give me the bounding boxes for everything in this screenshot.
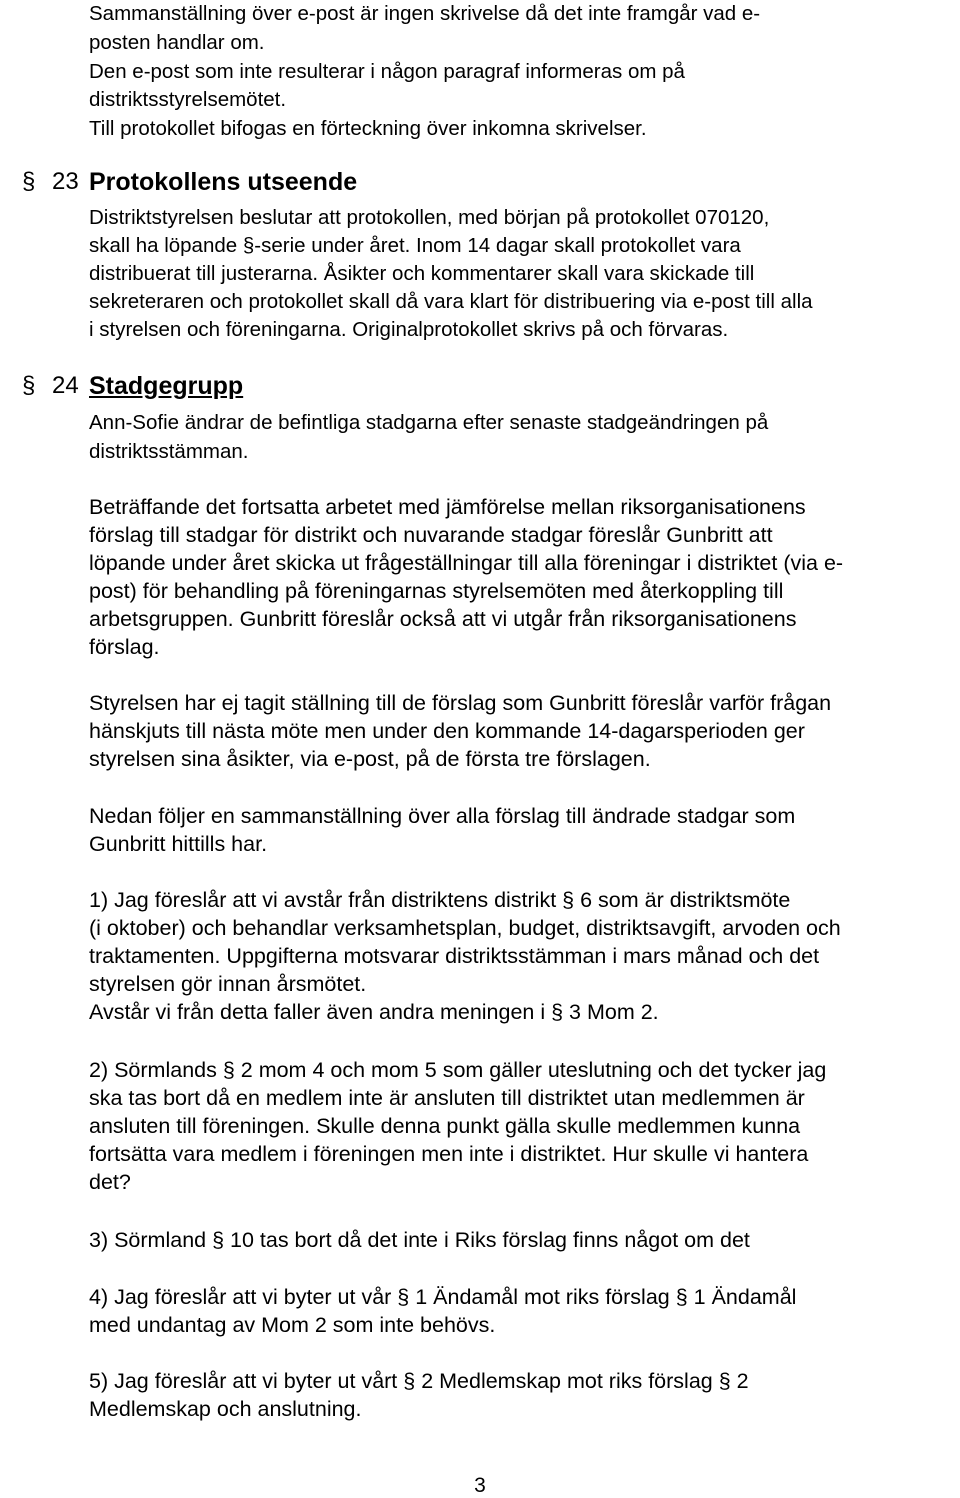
paragraph-line: ska tas bort då en medlem inte är ansluten till distriktet utan medlemmen är <box>89 1086 805 1110</box>
paragraph-line: 1) Jag föreslår att vi avstår från distriktens distrikt § 6 som är distriktsmöte <box>89 888 791 912</box>
paragraph-line: ansluten till föreningen. Skulle denna punkt gälla skulle medlemmen kunna <box>89 1114 801 1138</box>
paragraph-line: förslag. <box>89 635 160 659</box>
paragraph-line: Gunbritt hittills har. <box>89 832 268 856</box>
paragraph-line: Avstår vi från detta faller även andra meningen i § 3 Mom 2. <box>89 1000 659 1024</box>
paragraph-line: traktamenten. Uppgifterna motsvarar distriktsstämman i mars månad och det <box>89 944 820 968</box>
paragraph-line: fortsätta vara medlem i föreningen men inte i distriktet. Hur skulle vi hantera <box>89 1142 809 1166</box>
section-heading: Stadgegrupp <box>89 372 244 400</box>
paragraph-line: Styrelsen har ej tagit ställning till de förslag som Gunbritt föreslår varför frågan <box>89 691 832 715</box>
paragraph-line: 3) Sörmland § 10 tas bort då det inte i Riks förslag finns något om det <box>89 1228 750 1252</box>
intro-line: Till protokollet bifogas en förteckning över inkomna skrivelser. <box>89 117 647 140</box>
paragraph-line: styrelsen sina åsikter, via e-post, på de första tre förslagen. <box>89 747 651 771</box>
section-symbol: § <box>22 372 36 399</box>
paragraph-line: 4) Jag föreslår att vi byter ut vår § 1 Ändamål mot riks förslag § 1 Ändamål <box>89 1285 797 1309</box>
section-number: 23 <box>52 168 79 195</box>
section-line: distribuerat till justerarna. Åsikter och kommentarer skall vara skickade till <box>89 262 755 285</box>
section-line: distriktsstämman. <box>89 440 249 463</box>
paragraph-line: löpande under året skicka ut frågeställningar till alla föreningar i distriktet (via e- <box>89 551 844 575</box>
section-symbol: § <box>22 168 36 195</box>
paragraph-line: hänskjuts till nästa möte men under den kommande 14-dagarsperioden ger <box>89 719 805 743</box>
paragraph-line: det? <box>89 1170 131 1194</box>
paragraph-line: arbetsgruppen. Gunbritt föreslår också att vi utgår från riksorganisationens <box>89 607 797 631</box>
paragraph-line: 2) Sörmlands § 2 mom 4 och mom 5 som gäller uteslutning och det tycker jag <box>89 1058 827 1082</box>
section-heading: Protokollens utseende <box>89 168 358 196</box>
intro-line: Sammanställning över e-post är ingen skrivelse då det inte framgår vad e- <box>89 2 761 25</box>
section-number: 24 <box>52 372 79 399</box>
section-line: sekreteraren och protokollet skall då vara klart för distribuering via e-post till alla <box>89 290 813 313</box>
paragraph-line: Beträffande det fortsatta arbetet med jämförelse mellan riksorganisationens <box>89 495 806 519</box>
paragraph-line: Nedan följer en sammanställning över alla förslag till ändrade stadgar som <box>89 804 796 828</box>
intro-line: Den e-post som inte resulterar i någon paragraf informeras om på <box>89 60 685 83</box>
paragraph-line: förslag till stadgar för distrikt och nuvarande stadgar föreslår Gunbritt att <box>89 523 773 547</box>
page-number: 3 <box>474 1474 486 1497</box>
paragraph-line: (i oktober) och behandlar verksamhetsplan, budget, distriktsavgift, arvoden och <box>89 916 841 940</box>
section-line: Distriktstyrelsen beslutar att protokollen, med början på protokollet 070120, <box>89 206 770 229</box>
paragraph-line: Medlemskap och anslutning. <box>89 1397 362 1421</box>
section-line: i styrelsen och föreningarna. Originalprotokollet skrivs på och förvaras. <box>89 318 729 341</box>
paragraph-line: med undantag av Mom 2 som inte behövs. <box>89 1313 496 1337</box>
section-line: skall ha löpande §-serie under året. Inom 14 dagar skall protokollet vara <box>89 234 741 257</box>
intro-line: posten handlar om. <box>89 31 265 54</box>
paragraph-line: styrelsen gör innan årsmötet. <box>89 972 367 996</box>
paragraph-line: post) för behandling på föreningarnas styrelsemöten med återkoppling till <box>89 579 784 603</box>
intro-line: distriktsstyrelsemötet. <box>89 88 287 111</box>
section-line: Ann-Sofie ändrar de befintliga stadgarna efter senaste stadgeändringen på <box>89 411 769 434</box>
paragraph-line: 5) Jag föreslår att vi byter ut vårt § 2 Medlemskap mot riks förslag § 2 <box>89 1369 749 1393</box>
